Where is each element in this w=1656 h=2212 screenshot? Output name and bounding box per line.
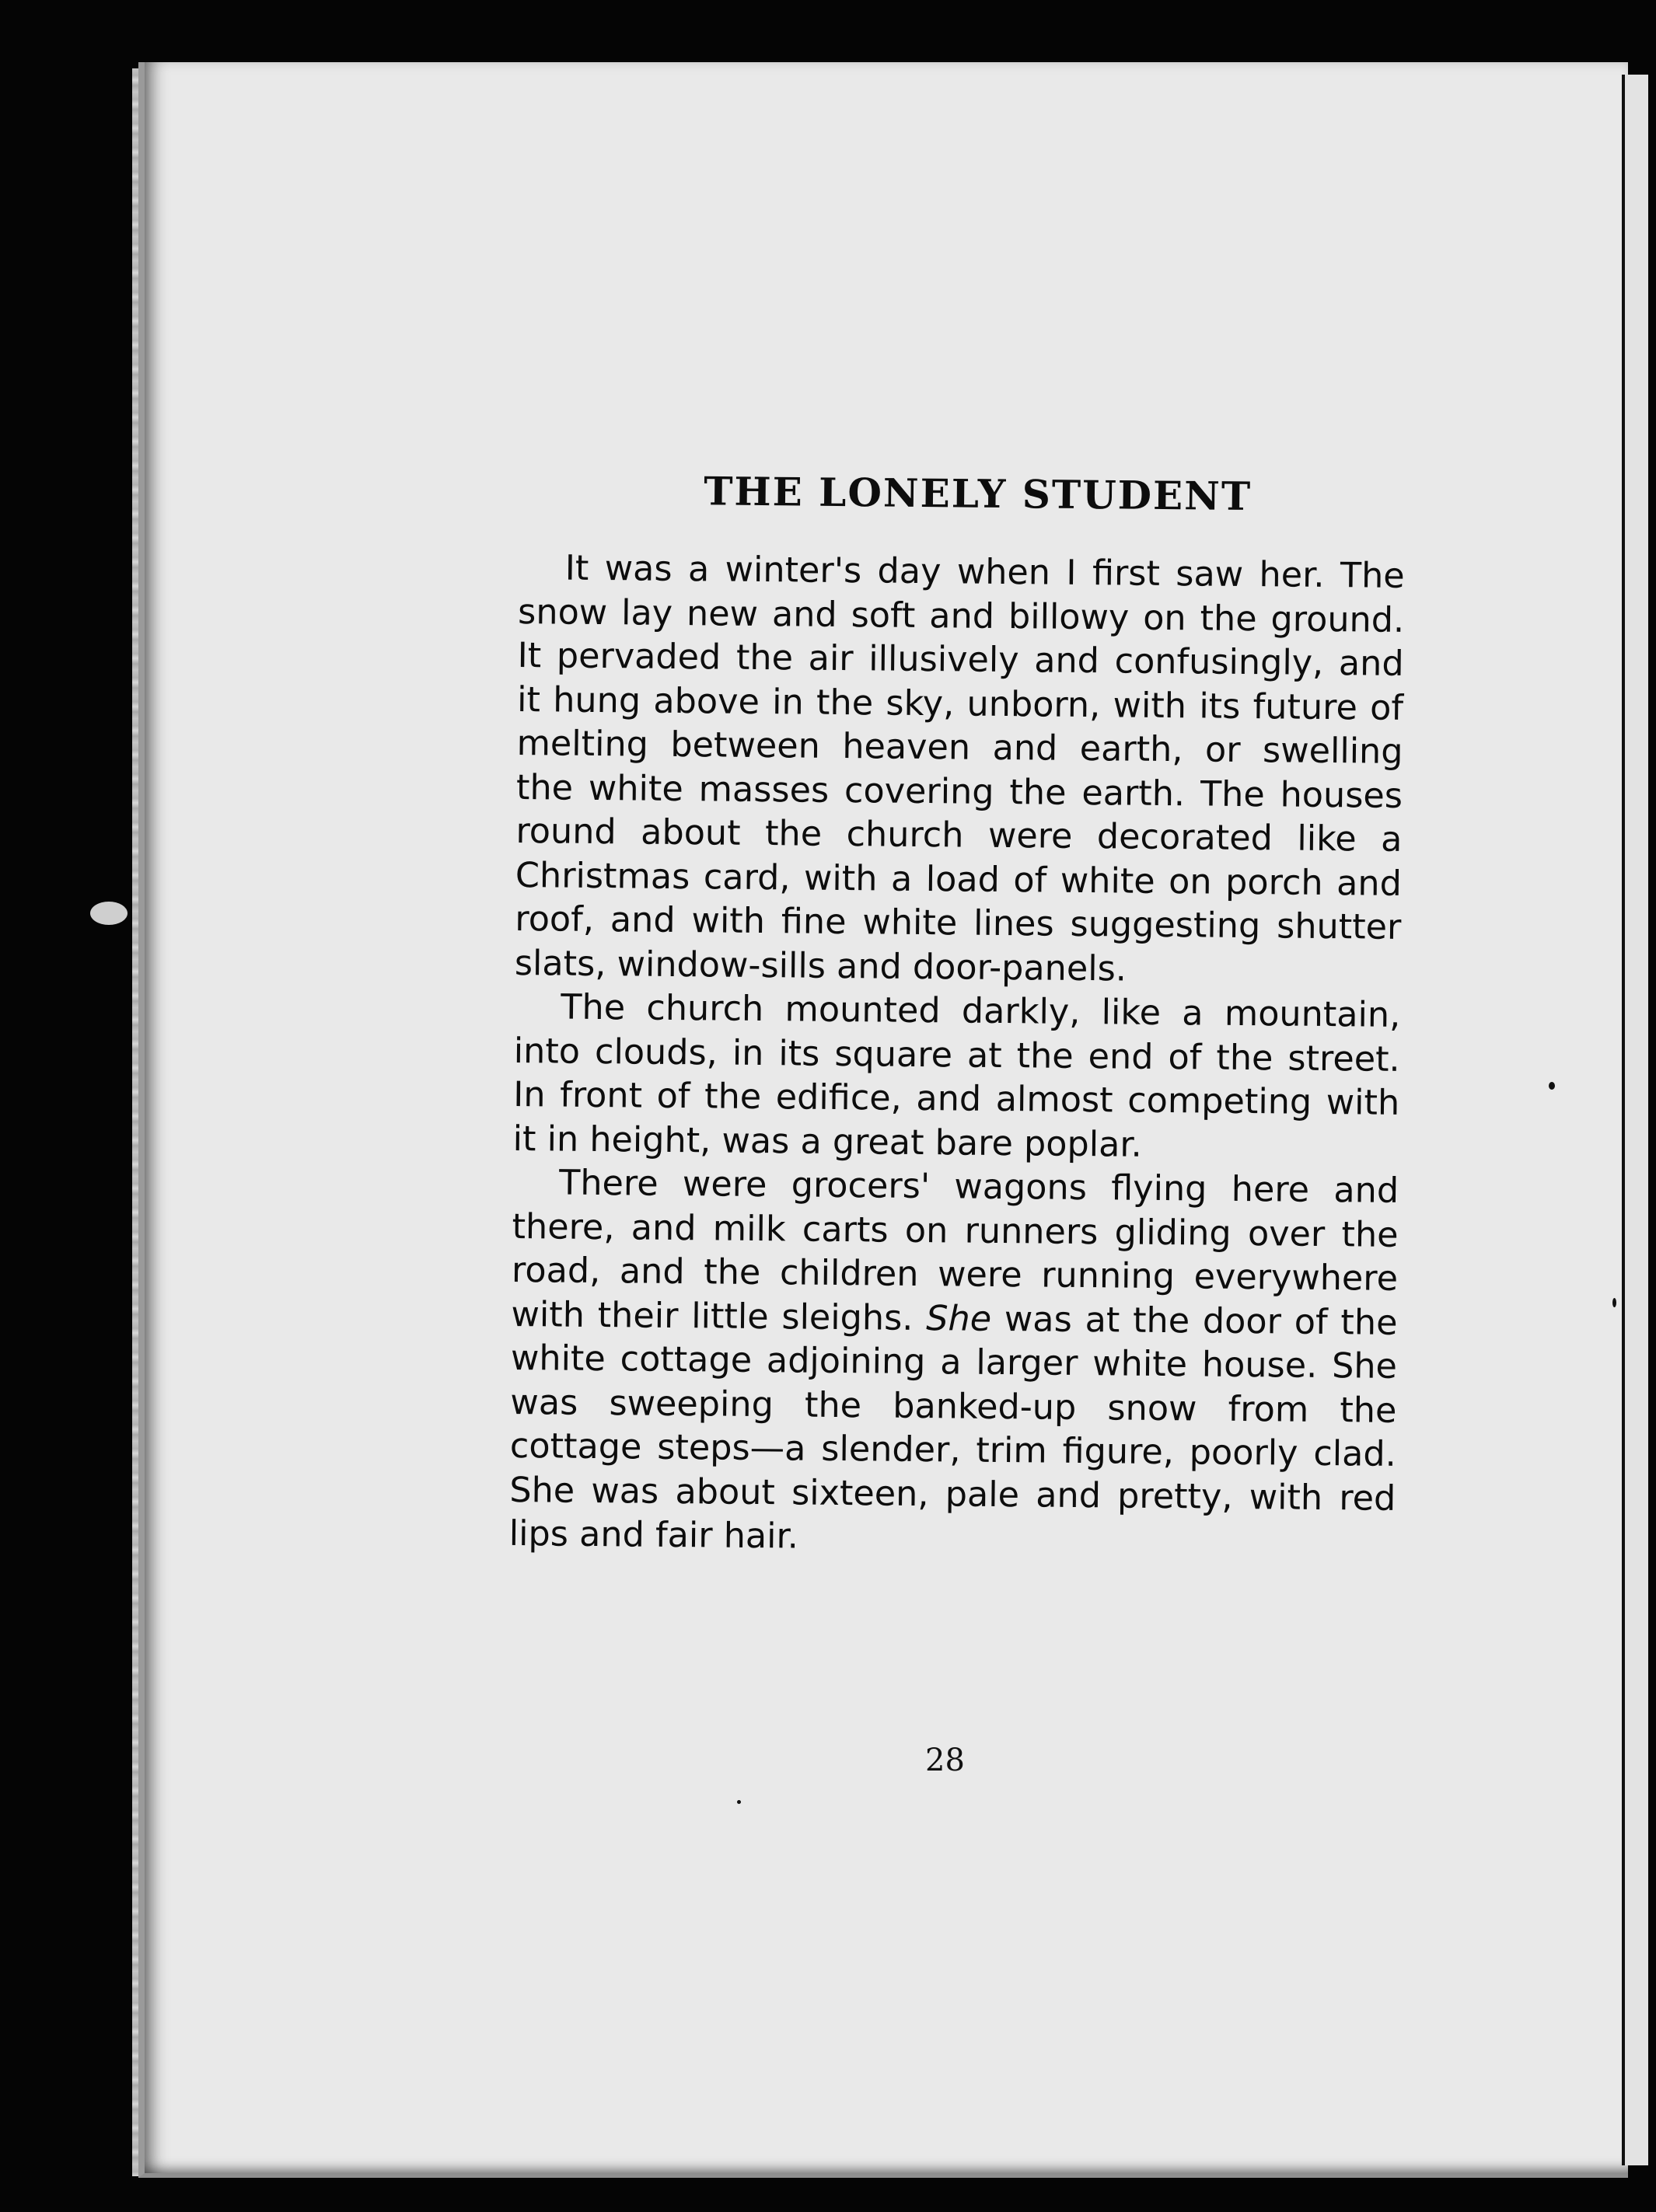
ink-speck [1612,1298,1616,1307]
ink-speck [1549,1082,1555,1090]
paper-blemish [90,902,128,925]
paragraph-text: was at the door of the white cottage adjoining a larger white house. She was sweeping the banked-up snow from the cottage steps—a slender, trim figure, poorly clad. She was about sixteen, pale and pretty, with red lips and fair hair. [508,1299,1398,1557]
paragraph-lead-word: It [564,548,589,588]
paragraph-text: was a winter's day when I first saw her. The snow lay new and soft and billowy on the ground. It pervaded the air illusively and confusingly, and it hung above in the sky, unborn, with its future of melting between heaven and earth, or swelling the white masses covering the earth. The houses round about the church were decorated like a Christmas card, with a load of white on porch and roof, and with fine white lines suggesting shutter slats, window-sills and door-panels. [514,548,1405,989]
paragraph-3 [509,1161,1399,1565]
facing-page-edge [1622,75,1648,2165]
paragraph-text: There were grocers' wagons flying here and there, and milk carts on runners gliding over the road, and the children were running everywhere with their little sleighs. [511,1163,1399,1338]
page-number: 28 [925,1743,965,1778]
emphasized-word: She [926,1298,992,1339]
text-block [509,466,1406,1565]
paragraph-1 [515,546,1405,994]
paragraph-2 [512,986,1400,1170]
paragraph-text: The church mounted darkly, like a mountain, into clouds, in its square at the end of the street. In front of the edifice, and almost competing with it in height, was a great bare poplar. [512,987,1401,1165]
chapter-title: THE LONELY STUDENT [703,468,1252,520]
ink-speck [737,1800,741,1804]
